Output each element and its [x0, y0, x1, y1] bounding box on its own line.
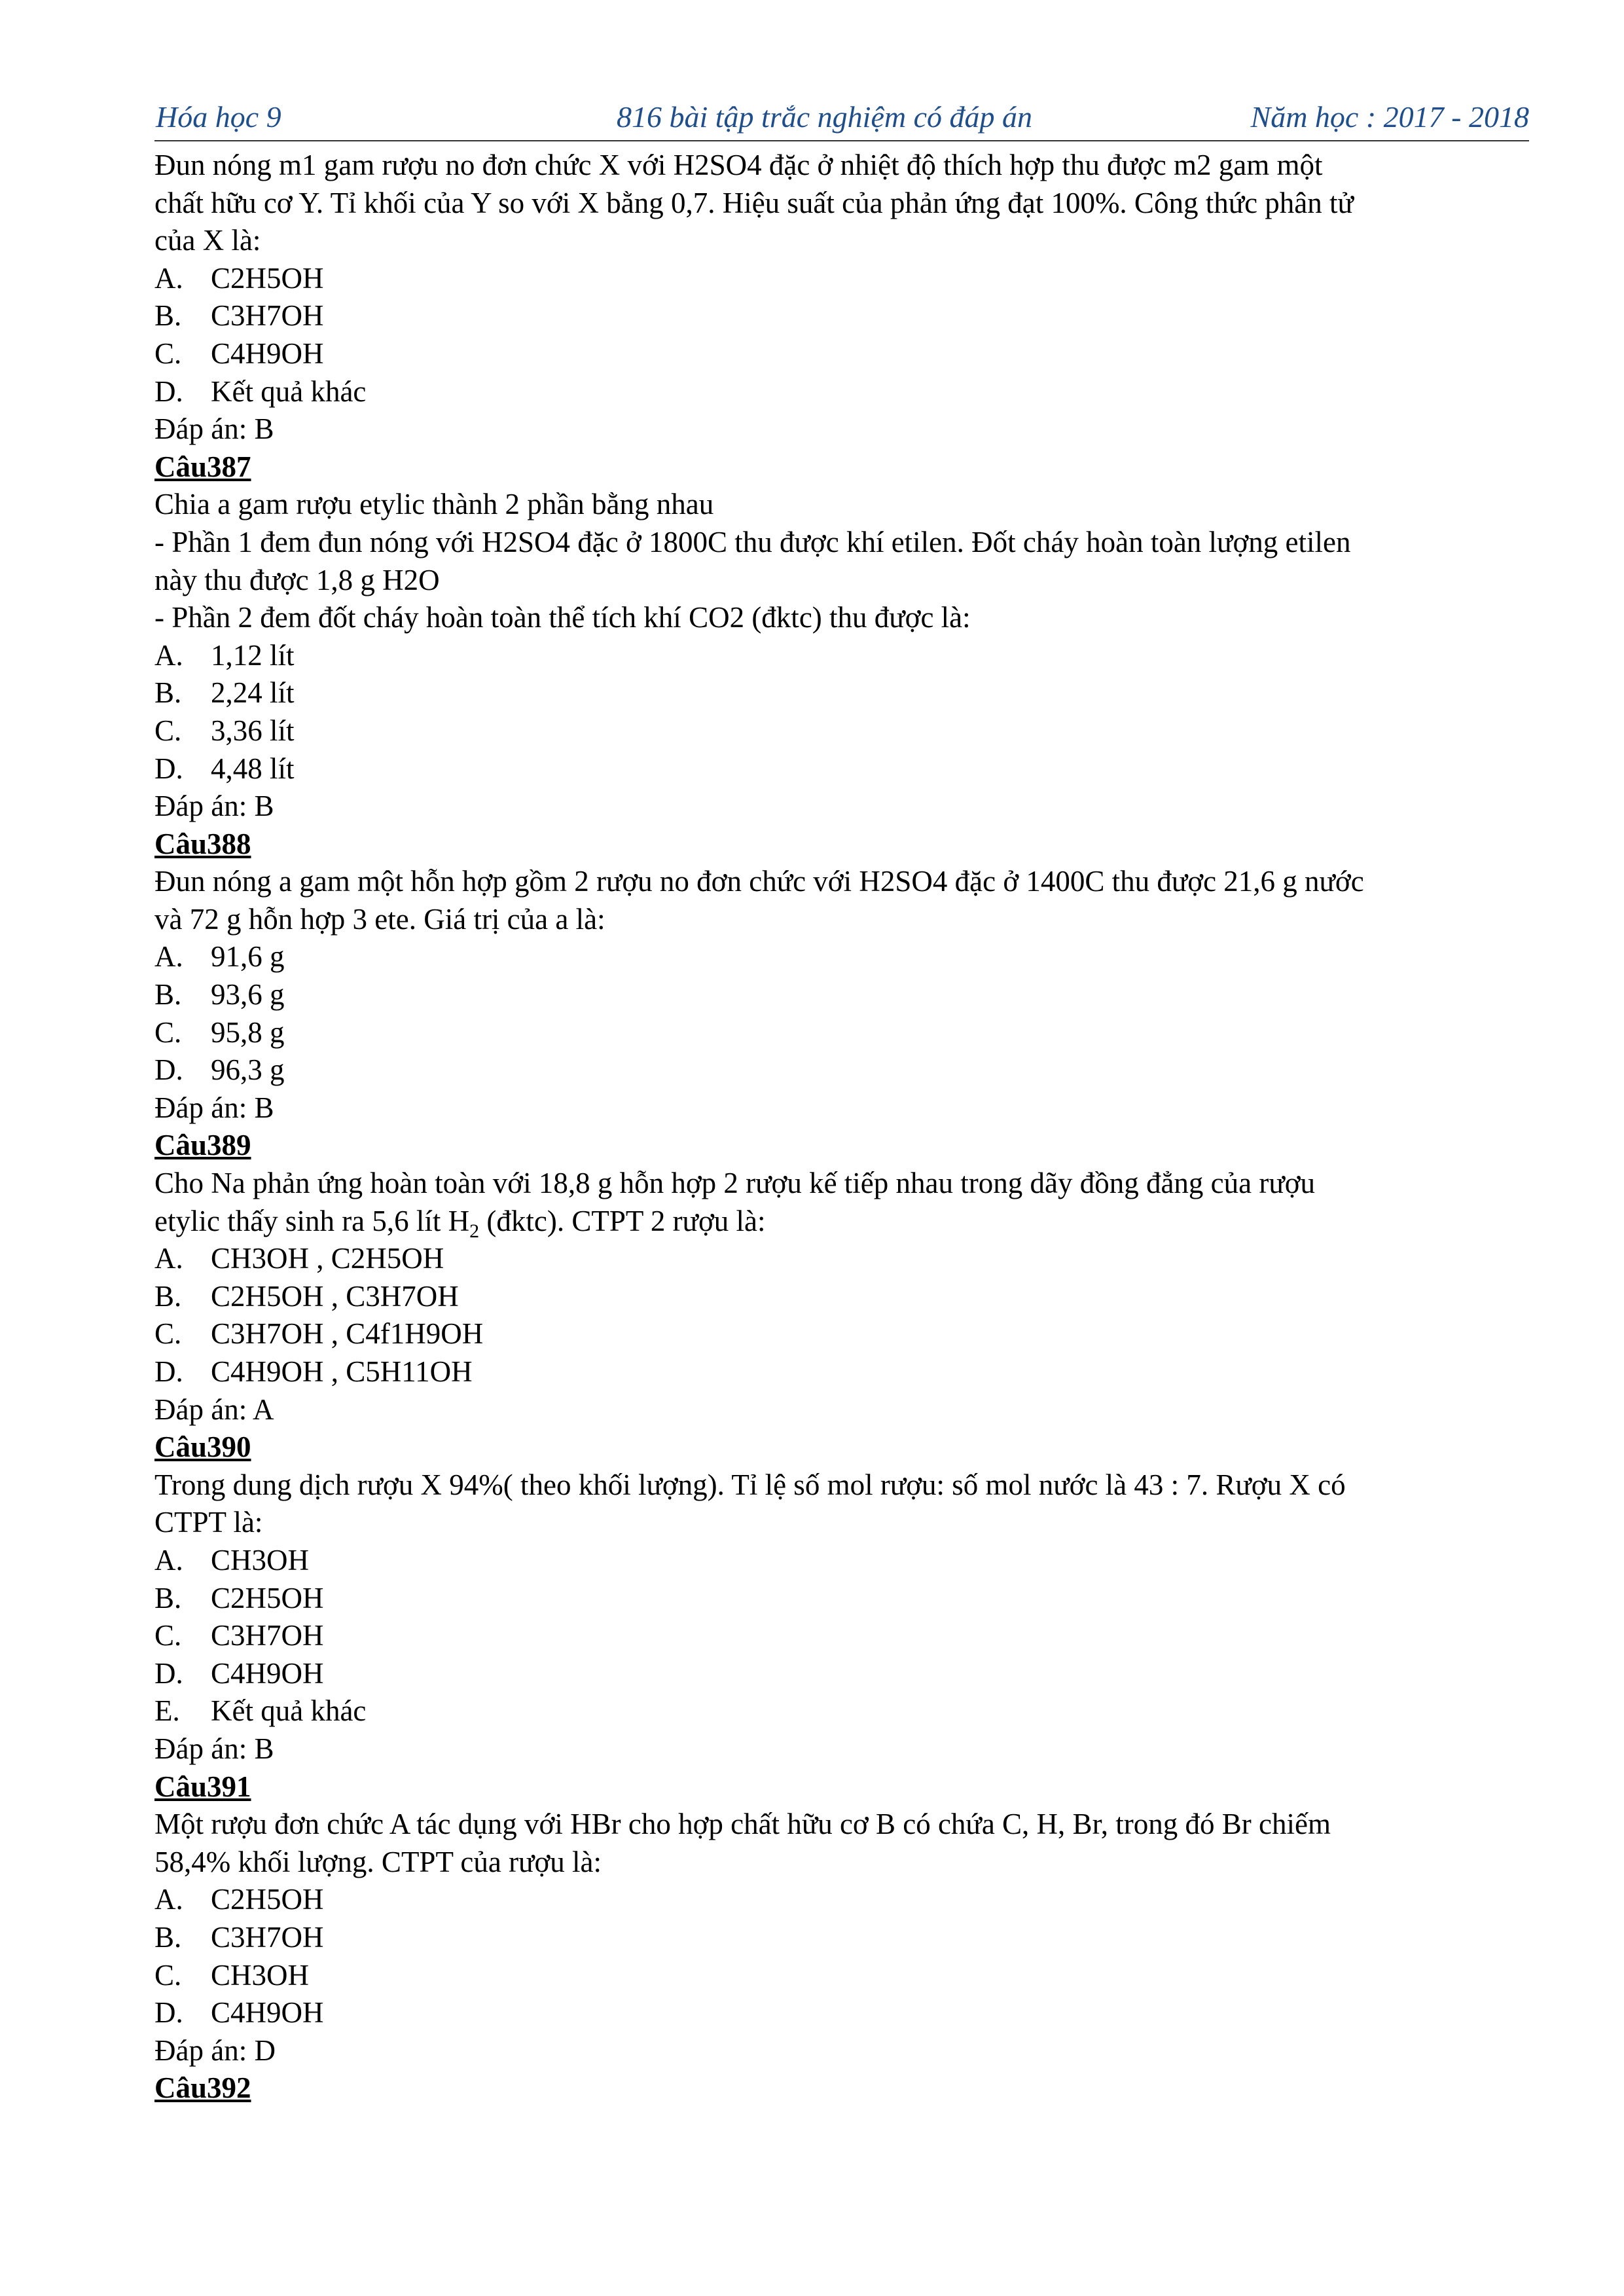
question-text-line: Cho Na phản ứng hoàn toàn với 18,8 g hỗn hợp 2 rượu kế tiếp nhau trong dãy đồng đẳng của rượu [154, 1167, 1316, 1200]
answer-line: Đáp án: D [154, 2033, 276, 2067]
question-text-line: Đun nóng a gam một hỗn hợp gồm 2 rượu no đơn chức với H2SO4 đặc ở 1400C thu được 21,6 g nước [154, 865, 1364, 898]
option-d: D. Kết quả khác [154, 374, 367, 408]
header-school-year: Năm học : 2017 - 2018 [1250, 100, 1529, 134]
question-text-line: chất hữu cơ Y. Tỉ khối của Y so với X bằng 0,7. Hiệu suất của phản ứng đạt 100%. Công thức phân tử [154, 186, 1354, 219]
option-a: A. C2H5OH [154, 261, 324, 295]
option-c: C. CH3OH [154, 1958, 310, 1992]
document-body [154, 147, 1529, 2107]
question-text-line: CTPT là: [154, 1506, 263, 1539]
question-text-line: 58,4% khối lượng. CTPT của rượu là: [154, 1845, 602, 1878]
question-title: Câu389 [154, 1129, 251, 1162]
option-d: D. C4H9OH , C5H11OH [154, 1355, 473, 1388]
question-text-line: etylic thấy sinh ra 5,6 lít $H_2$ (đktc). CTPT 2 rượu là: [154, 1204, 766, 1242]
question-392 [154, 2069, 1529, 2107]
question-title: Câu392 [154, 2071, 251, 2105]
option-c: C. C3H7OH , C4f1H9OH [154, 1317, 484, 1351]
question-text-line: - Phần 1 đem đun nóng với H2SO4 đặc ở 1800C thu được khí etilen. Đốt cháy hoàn toàn lượng etilen [154, 525, 1351, 558]
option-d: D. C4H9OH [154, 1656, 324, 1690]
question-text-line: Đun nóng m1 gam rượu no đơn chức X với H2SO4 đặc ở nhiệt độ thích hợp thu được m2 gam một [154, 149, 1323, 181]
option-c: C. C3H7OH [154, 1619, 324, 1652]
option-b: B. C3H7OH [154, 1920, 324, 1954]
question-text-line: và 72 g hỗn hợp 3 ete. Giá trị của a là: [154, 902, 605, 936]
header-document-title: 816 bài tập trắc nghiệm có đáp án [617, 100, 1032, 134]
question-title: Câu391 [154, 1770, 251, 1803]
option-a: A. 91,6 g [154, 940, 285, 974]
question-388 [154, 826, 1529, 1127]
option-d: D. 96,3 g [154, 1053, 285, 1087]
question-text-line: của X là: [154, 224, 261, 257]
option-b: B. C3H7OH [154, 299, 324, 333]
question-386 [154, 147, 1529, 448]
question-390 [154, 1429, 1529, 1768]
option-a: A. 1,12 lít [154, 638, 295, 672]
answer-line: Đáp án: B [154, 412, 274, 446]
question-text-line: Trong dung dịch rượu X 94%( theo khối lượng). Tỉ lệ số mol rượu: số mol nước là 43 : 7. Rượu X có [154, 1468, 1346, 1501]
page-header [154, 93, 1529, 141]
question-text-line: Chia a gam rượu etylic thành 2 phần bằng nhau [154, 488, 714, 521]
option-b: B. C2H5OH [154, 1581, 324, 1614]
option-e: E. Kết quả khác [154, 1694, 367, 1728]
option-b: B. 93,6 g [154, 978, 285, 1011]
option-a: A. C2H5OH [154, 1883, 324, 1916]
option-c: C. 3,36 lít [154, 714, 295, 747]
answer-line: Đáp án: B [154, 1091, 274, 1124]
answer-line: Đáp án: A [154, 1393, 274, 1426]
option-b: B. 2,24 lít [154, 676, 295, 710]
answer-line: Đáp án: B [154, 790, 274, 823]
question-391 [154, 1768, 1529, 2070]
answer-line: Đáp án: B [154, 1732, 274, 1765]
question-title: Câu388 [154, 827, 251, 860]
option-d: D. 4,48 lít [154, 752, 295, 785]
question-text-line: Một rượu đơn chức A tác dụng với HBr cho hợp chất hữu cơ B có chứa C, H, Br, trong đó Br chiếm [154, 1808, 1331, 1841]
option-a: A. CH3OH , C2H5OH [154, 1242, 444, 1275]
option-c: C. 95,8 g [154, 1015, 285, 1049]
question-389 [154, 1127, 1529, 1429]
question-title: Câu387 [154, 450, 251, 483]
option-a: A. CH3OH [154, 1543, 310, 1576]
header-subject: Hóa học 9 [156, 100, 281, 134]
option-d: D. C4H9OH [154, 1996, 324, 2030]
question-text-line: - Phần 2 đem đốt cháy hoàn toàn thể tích khí CO2 (đktc) thu được là: [154, 601, 971, 634]
option-c: C. C4H9OH [154, 337, 324, 370]
question-title: Câu390 [154, 1430, 251, 1464]
option-b: B. C2H5OH , C3H7OH [154, 1279, 459, 1313]
question-387 [154, 448, 1529, 826]
question-text-line: này thu được 1,8 g H2O [154, 563, 440, 596]
